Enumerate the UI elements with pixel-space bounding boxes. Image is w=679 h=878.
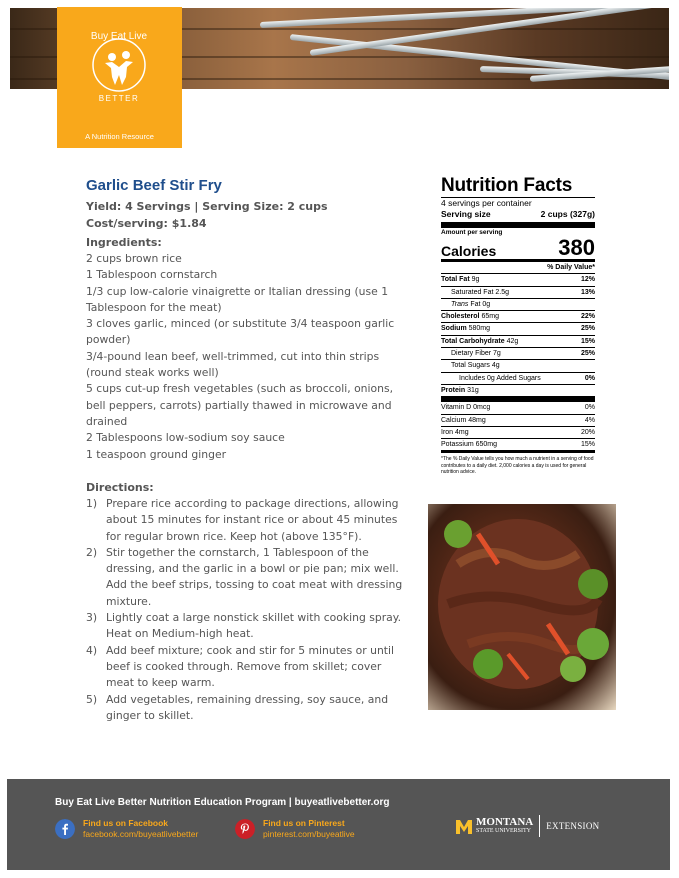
people-logo-icon bbox=[79, 25, 159, 105]
nutrient-name: Total Fat bbox=[441, 276, 470, 284]
nutrition-facts-title: Nutrition Facts bbox=[441, 175, 573, 196]
ingredients-list bbox=[86, 251, 406, 463]
msu-sub: STATE UNIVERSITY bbox=[476, 828, 532, 834]
protein-row bbox=[441, 385, 595, 396]
step-number: 1) bbox=[86, 497, 98, 510]
nutrient-row bbox=[441, 336, 595, 348]
ingredient-item: 1 Tablespoon cornstarch bbox=[86, 268, 218, 282]
vitamin-name: Vitamin D 0mcg bbox=[441, 404, 491, 412]
step-number: 4) bbox=[86, 643, 98, 657]
vitamin-row bbox=[441, 427, 595, 439]
nutrient-row bbox=[441, 287, 595, 299]
nutrient-dv: 15% bbox=[580, 337, 595, 345]
recipe-yield: Yield: 4 Servings | Serving Size: 2 cups bbox=[86, 200, 328, 213]
daily-value-header bbox=[441, 262, 595, 274]
ingredient-item: 3/4-pound lean beef, well-trimmed, cut into thin strips (round steak works well) bbox=[86, 349, 380, 380]
nutrient-dv: 25% bbox=[580, 350, 595, 358]
nutrient-amount: 42g bbox=[506, 337, 519, 345]
calories-value: 380 bbox=[558, 235, 595, 260]
facebook-link[interactable] bbox=[55, 818, 198, 840]
facebook-title[interactable]: Find us on Facebook bbox=[83, 818, 169, 828]
nutrient-dv: 25% bbox=[580, 325, 595, 333]
direction-step bbox=[86, 610, 406, 643]
msu-mountain-icon bbox=[455, 816, 473, 836]
nutrient-name: Protein bbox=[441, 386, 466, 394]
vitamin-dv: 0% bbox=[584, 404, 595, 412]
servings-per-container: 4 servings per container bbox=[441, 198, 532, 208]
nutrient-name: Trans bbox=[451, 300, 469, 308]
amount-per-serving: Amount per serving bbox=[441, 229, 503, 236]
vitamin-name: Calcium 48mg bbox=[441, 416, 486, 424]
nutrient-dv: 22% bbox=[580, 313, 595, 321]
ingredients-heading: Ingredients: bbox=[86, 236, 162, 249]
stir-fry-illustration bbox=[428, 504, 616, 710]
nutrient-row bbox=[441, 323, 595, 335]
ingredient-item: 3 cloves garlic, minced (or substitute 3/4 teaspoon garlic powder) bbox=[86, 317, 395, 347]
recipe-cost: Cost/serving: $1.84 bbox=[86, 217, 207, 230]
daily-value-footnote: *The % Daily Value tells you how much a nutrient in a serving of food contributes to a daily diet. 2,000 calories a day is used for general nutrition advice. bbox=[441, 456, 594, 476]
nutrient-name: Cholesterol bbox=[441, 313, 480, 321]
ingredient-item: 1/3 cup low-calorie vinaigrette or Italian dressing (use 1 Tablespoon for the meat) bbox=[86, 284, 389, 314]
recipe-title: Garlic Beef Stir Fry bbox=[86, 177, 222, 194]
nutrient-name-suffix: Fat bbox=[468, 300, 481, 308]
serving-size-label: Serving size bbox=[441, 209, 491, 219]
vitamin-name: Iron 4mg bbox=[441, 428, 469, 436]
nutrient-amount: 2.5g bbox=[495, 288, 509, 296]
nutrient-dv: 0% bbox=[584, 374, 595, 382]
pinterest-url[interactable]: pinterest.com/buyeatlive bbox=[263, 829, 355, 839]
svg-text:Buy Eat Live: Buy Eat Live bbox=[90, 31, 148, 42]
nutrient-dv: 12% bbox=[580, 276, 595, 284]
step-text: Stir together the cornstarch, 1 Tablespoon of the dressing, and the garlic in a bowl or pie pan; mix well. Add the beef strips, tossing to coat meat with dressing mixture. bbox=[106, 545, 403, 608]
footer bbox=[7, 779, 670, 870]
direction-step bbox=[86, 496, 406, 545]
calories-row bbox=[441, 237, 595, 259]
vitamin-dv: 20% bbox=[580, 428, 595, 436]
directions-list bbox=[86, 496, 406, 724]
nutrient-row bbox=[441, 311, 595, 323]
nutrient-amount: 31g bbox=[467, 386, 479, 394]
nutrient-amount: 580mg bbox=[468, 325, 491, 333]
ingredient-item: 2 Tablespoons low-sodium soy sauce bbox=[86, 431, 285, 445]
facebook-icon[interactable] bbox=[55, 819, 75, 839]
logo-tagline: A Nutrition Resource bbox=[85, 132, 154, 141]
msu-extension-logo bbox=[455, 815, 599, 837]
vitamin-dv: 15% bbox=[580, 441, 595, 449]
vitamin-row bbox=[441, 402, 595, 414]
calories-label: Calories bbox=[441, 243, 497, 259]
nutrient-row bbox=[441, 274, 595, 286]
vitamin-row bbox=[441, 415, 595, 427]
direction-step bbox=[86, 545, 406, 610]
ingredient-item: 1 teaspoon ground ginger bbox=[86, 447, 227, 461]
daily-value-header-text: % Daily Value* bbox=[547, 264, 595, 271]
nutrient-amount: 7g bbox=[493, 350, 501, 358]
nutrient-row bbox=[441, 299, 595, 311]
nutrient-amount: 65mg bbox=[481, 313, 499, 321]
extension-label: EXTENSION bbox=[546, 821, 600, 831]
step-number: 2) bbox=[86, 545, 98, 559]
msu-name: MONTANA bbox=[476, 816, 534, 828]
nutrient-name: Includes 0g Added Sugars bbox=[459, 374, 541, 382]
nutrient-name: Dietary Fiber bbox=[451, 350, 492, 358]
nutrient-amount: 0g bbox=[482, 300, 491, 308]
buy-eat-live-better-logo bbox=[57, 7, 182, 148]
vitamin-dv: 4% bbox=[584, 416, 595, 424]
pinterest-icon[interactable] bbox=[235, 819, 255, 839]
svg-text:BETTER: BETTER bbox=[98, 94, 140, 103]
vitamin-row bbox=[441, 439, 595, 450]
nutrient-name: Saturated Fat bbox=[451, 288, 494, 296]
nutrient-row bbox=[441, 373, 595, 385]
nutrient-name: Total Sugars bbox=[451, 362, 490, 370]
nutrition-facts-panel bbox=[441, 175, 595, 475]
vitamin-name: Potassium 650mg bbox=[441, 441, 498, 449]
nutrient-amount: 9g bbox=[471, 276, 480, 284]
beef-stir-fry-photo bbox=[428, 504, 616, 710]
step-text: Lightly coat a large nonstick skillet with cooking spray. Heat on Medium-high heat. bbox=[106, 611, 402, 641]
direction-step bbox=[86, 643, 406, 692]
ingredient-item: 5 cups cut-up fresh vegetables (such as broccoli, onions, bell peppers, carrots) partially thawed in microwave and drained bbox=[86, 382, 394, 428]
nutrient-row bbox=[441, 348, 595, 360]
pinterest-title[interactable]: Find us on Pinterest bbox=[263, 818, 345, 828]
step-text: Prepare rice according to package directions, allowing about 15 minutes for instant rice or about 45 minutes for regular brown rice. Keep hot (above 135°F). bbox=[106, 497, 399, 543]
ingredient-item: 2 cups brown rice bbox=[86, 252, 182, 265]
step-text: Add beef mixture; cook and stir for 5 minutes or until beef is cooked through. Remove from skillet; cover meat to keep warm. bbox=[106, 643, 395, 690]
directions-heading: Directions: bbox=[86, 481, 154, 494]
step-number: 5) bbox=[86, 692, 98, 706]
serving-size-value: 2 cups (327g) bbox=[540, 209, 595, 219]
step-text: Add vegetables, remaining dressing, soy sauce, and ginger to skillet. bbox=[106, 692, 389, 722]
pinterest-link[interactable] bbox=[235, 818, 355, 840]
nutrient-row bbox=[441, 360, 595, 372]
nutrient-amount: 4g bbox=[491, 362, 500, 370]
nutrient-name: Sodium bbox=[441, 325, 467, 333]
step-number: 3) bbox=[86, 611, 98, 625]
program-line: Buy Eat Live Better Nutrition Education Program | buyeatlivebetter.org bbox=[55, 797, 390, 808]
nutrient-dv: 13% bbox=[580, 288, 595, 296]
facebook-url[interactable]: facebook.com/buyeatlivebetter bbox=[83, 829, 199, 839]
serving-size-row bbox=[441, 209, 595, 220]
nutrient-name: Total Carbohydrate bbox=[441, 337, 505, 345]
direction-step bbox=[86, 692, 406, 725]
